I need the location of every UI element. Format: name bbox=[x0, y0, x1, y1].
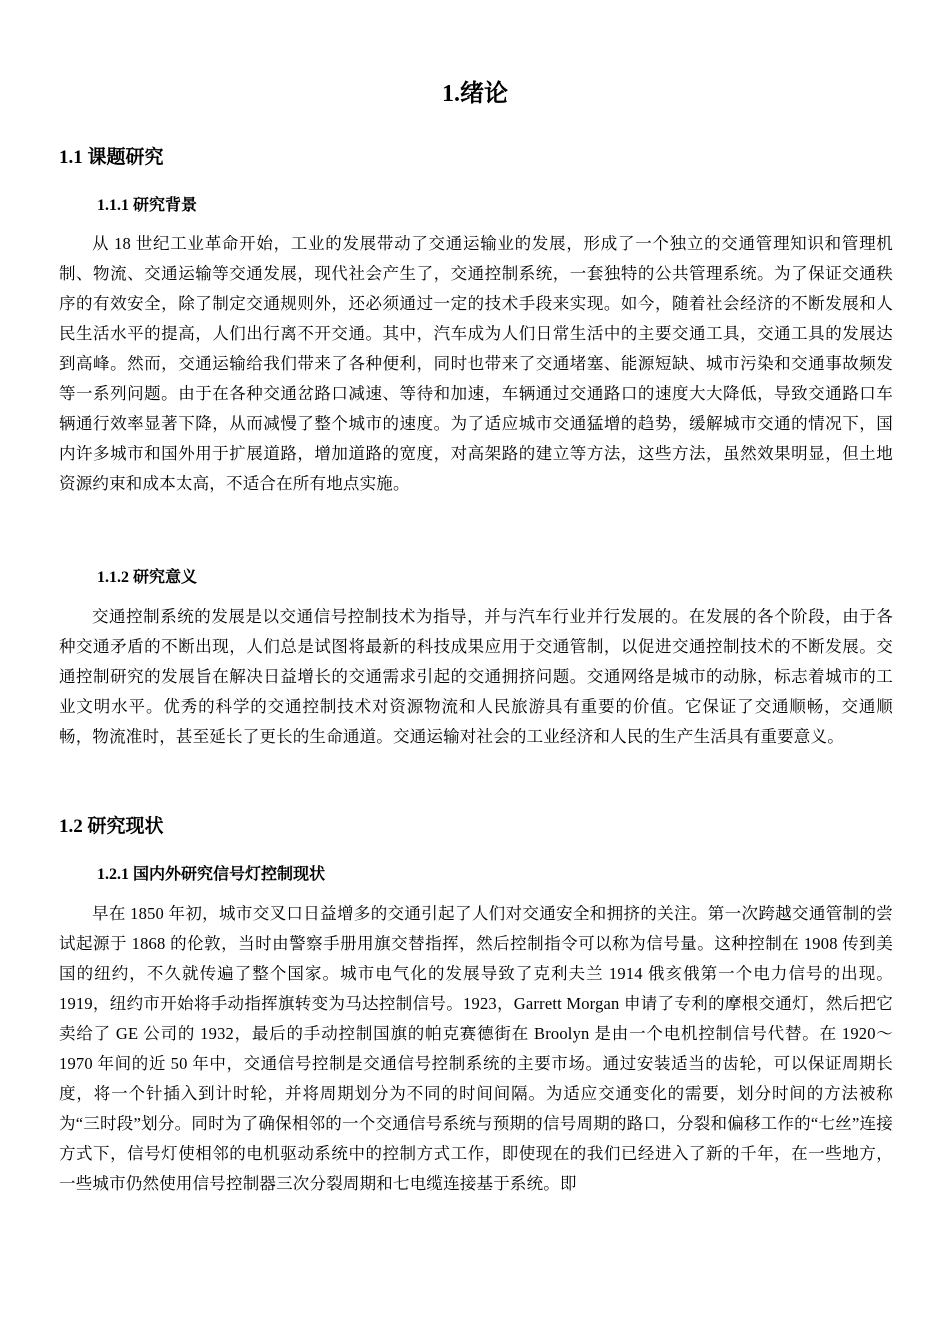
subsection-heading-1-1-1: 1.1.1 研究背景 bbox=[97, 197, 198, 214]
paragraph-research-background: 从 18 世纪工业革命开始，工业的发展带动了交通运输业的发展，形成了一个独立的交通管理知识和管理机制、物流、交通运输等交通发展，现代社会产生了，交通控制系统，一套独特的公共管理系统。为了保证交通秩序的有效安全，除了制定交通规则外，还必须通过一定的技术手段来实现。如今，随着社会经济的不断发展和人民生活水平的提高，人们出行离不开交通。其中，汽车成为人们日常生活中的主要交通工具，交通工具的发展达到高峰。然而，交通运输给我们带来了各种便利，同时也带来了交通堵塞、能源短缺、城市污染和交通事故频发等一系列问题。由于在各种交通岔路口减速、等待和加速，车辆通过交通路口的速度大大降低，导致交通路口车辆通行效率显著下降，从而减慢了整个城市的速度。为了适应城市交通猛增的趋势，缓解城市交通的情况下，国内许多城市和国外用于扩展道路，增加道路的宽度，对高架路的建立等方法，这些方法，虽然效果明显，但土地资源约束和成本太高，不适合在所有地点实施。 bbox=[59, 234, 893, 493]
paragraph-research-significance: 交通控制系统的发展是以交通信号控制技术为指导，并与汽车行业并行发展的。在发展的各个阶段，由于各种交通矛盾的不断出现，人们总是试图将最新的科技成果应用于交通管制，以促进交通控制技术的不断发展。交通控制研究的发展旨在解决日益增长的交通需求引起的交通拥挤问题。交通网络是城市的动脉，标志着城市的工业文明水平。优秀的科学的交通控制技术对资源物流和人民旅游具有重要的价值。它保证了交通顺畅，交通顺畅，物流准时，甚至延长了更长的生命通道。交通运输对社会的工业经济和人民的生产生活具有重要意义。 bbox=[59, 607, 893, 746]
section-heading-1-1: 1.1 课题研究 bbox=[59, 147, 164, 168]
section-heading-1-2: 1.2 研究现状 bbox=[59, 816, 164, 837]
subsection-heading-1-1-2: 1.1.2 研究意义 bbox=[97, 569, 198, 586]
paragraph-signal-control-status: 早在 1850 年初，城市交叉口日益增多的交通引起了人们对交通安全和拥挤的关注。第一次跨越交通管制的尝试起源于 1868 的伦敦，当时由警察手册用旗交替指挥，然后控制指令可以称为信号量。这种控制在 1908 传到美国的纽约，不久就传遍了整个国家。城市电气化的发展导致了克利夫兰 1914 俄亥俄第一个电力信号的出现。1919，纽约市开始将手动指挥旗转变为马达控制信号。1923，Garrett Morgan 申请了专利的摩根交通灯，然后把它卖给了 GE 公司的 1932，最后的手动控制国旗的帕克赛德街在 Broolyn 是由一个电机控制信号代替。在 1920～1970 年间的近 50 年中，交通信号控制是交通信号控制系统的主要市场。通过安装适当的齿轮，可以保证周期长度，将一个针插入到计时轮，并将周期划分为不同的时间间隔。为适应交通变化的需要，划分时间的方法被称为“三时段”划分。同时为了确保相邻的一个交通信号系统与预期的信号周期的路口，分裂和偏移工作的“七丝”连接方式下，信号灯使相邻的电机驱动系统中的控制方式工作，即使现在的我们已经进入了新的千年，在一些地方，一些城市仍然使用信号控制器三次分裂周期和七电缆连接基于系统。即 bbox=[59, 904, 893, 1193]
chapter-title: 1.绪论 bbox=[442, 81, 508, 107]
subsection-heading-1-2-1: 1.2.1 国内外研究信号灯控制现状 bbox=[97, 866, 326, 883]
